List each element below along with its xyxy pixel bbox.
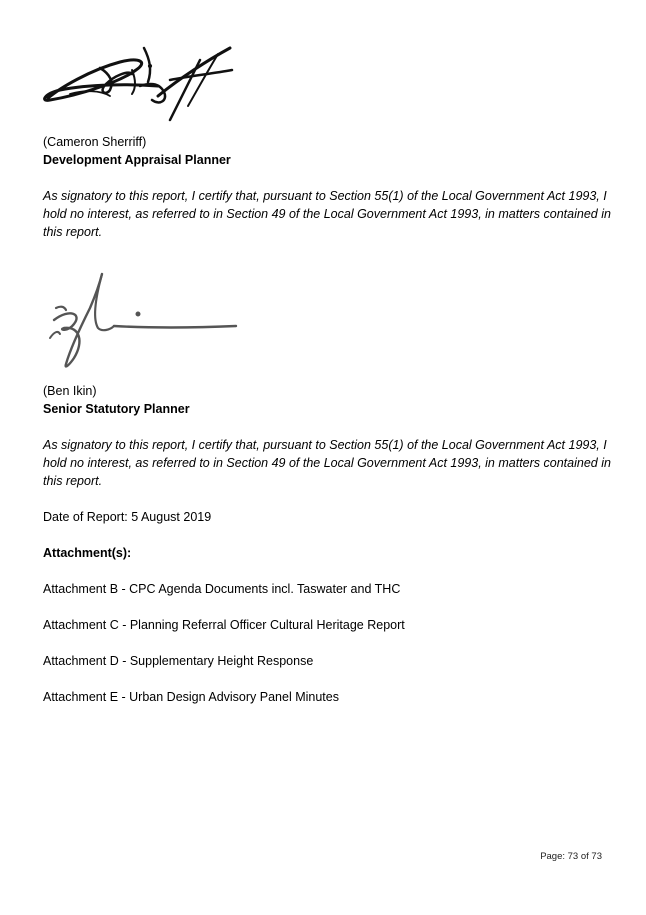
- report-date: Date of Report: 5 August 2019: [43, 510, 212, 524]
- attachments-heading: Attachment(s):: [43, 546, 132, 560]
- signature-cameron-sherriff: [40, 40, 250, 130]
- signatory-name: (Cameron Sherriff): [43, 135, 147, 149]
- signatory-1: [43, 133, 613, 169]
- signatory-title: Development Appraisal Planner: [43, 153, 231, 167]
- certification-statement: As signatory to this report, I certify that, pursuant to Section 55(1) of the Local Government Act 1993, I hold no interest, as referred to in Section 49 of the Local Government Act 1993, in matters contained in this report.: [43, 438, 611, 488]
- attachment-item: Attachment C - Planning Referral Officer Cultural Heritage Report: [43, 618, 405, 632]
- signatory-2: [43, 382, 613, 418]
- attachment-item: Attachment B - CPC Agenda Documents incl. Taswater and THC: [43, 582, 401, 596]
- signature-ben-ikin: [40, 268, 250, 380]
- signatory-title: Senior Statutory Planner: [43, 402, 190, 416]
- attachment-item: Attachment D - Supplementary Height Response: [43, 654, 314, 668]
- page-number: Page: 73 of 73: [540, 851, 602, 862]
- signatory-name: (Ben Ikin): [43, 384, 97, 398]
- certification-statement: As signatory to this report, I certify that, pursuant to Section 55(1) of the Local Government Act 1993, I hold no interest, as referred to in Section 49 of the Local Government Act 1993, in matters contained in this report.: [43, 189, 611, 239]
- attachment-item: Attachment E - Urban Design Advisory Panel Minutes: [43, 690, 339, 704]
